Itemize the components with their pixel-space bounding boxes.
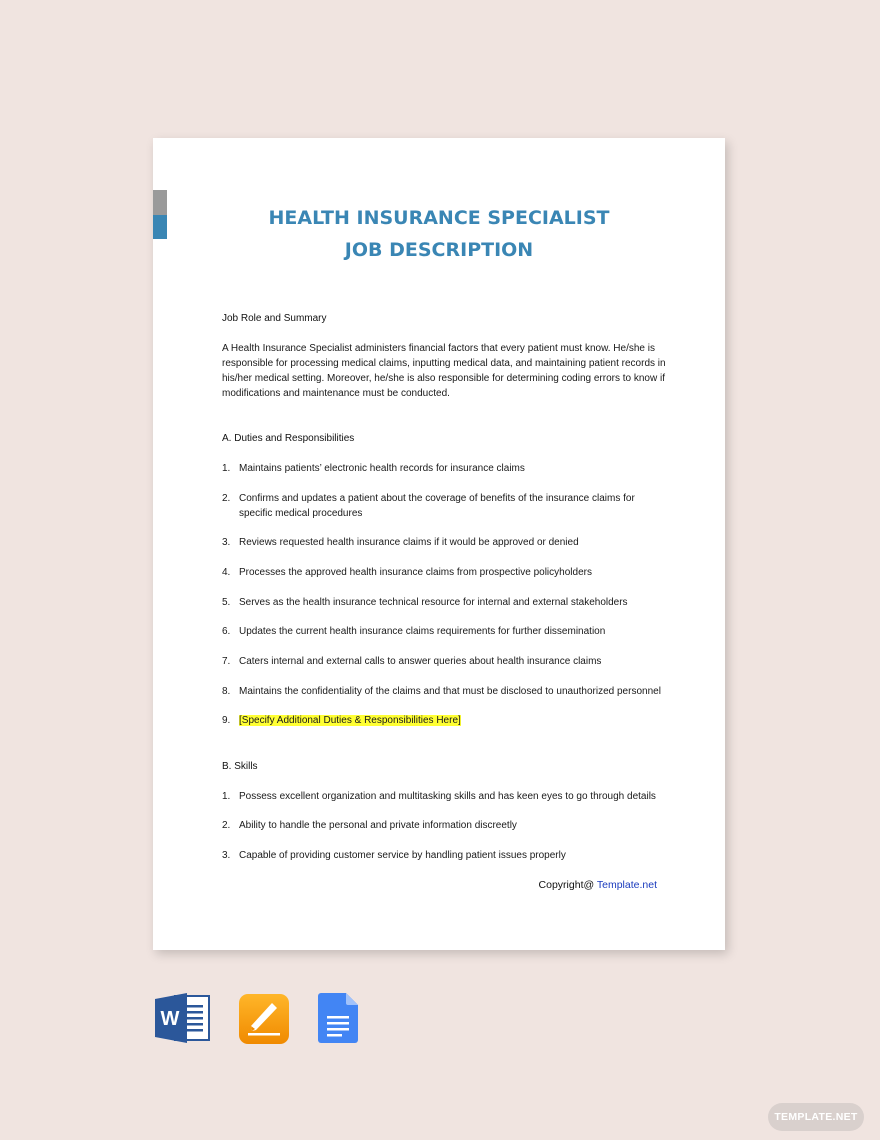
list-item — [222, 535, 662, 550]
list-item — [222, 595, 662, 610]
skills-heading: B. Skills — [222, 761, 258, 772]
list-item — [222, 491, 662, 521]
item-number: 5. — [222, 597, 231, 608]
copyright-notice — [523, 879, 657, 891]
item-number: 1. — [222, 463, 231, 474]
list-item — [222, 818, 662, 833]
summary-heading: Job Role and Summary — [222, 313, 327, 324]
item-text: Serves as the health insurance technical resource for internal and external stakeholders — [239, 597, 628, 608]
item-number: 2. — [222, 493, 231, 504]
title-line-1: HEALTH INSURANCE SPECIALIST — [268, 207, 610, 229]
item-text: Capable of providing customer service by handling patient issues properly — [239, 850, 566, 861]
item-text: Ability to handle the personal and private information discreetly — [239, 820, 517, 831]
item-text: Maintains the confidentiality of the claims and that must be disclosed to unauthorized personnel — [239, 686, 661, 697]
title-line-2: JOB DESCRIPTION — [344, 239, 534, 261]
item-text: Confirms and updates a patient about the coverage of benefits of the insurance claims for specific medical procedures — [239, 493, 635, 519]
highlighted-placeholder-text: [Specify Additional Duties & Responsibilities Here] — [239, 715, 461, 726]
item-number: 1. — [222, 791, 231, 802]
item-number: 7. — [222, 656, 231, 667]
list-item — [222, 565, 662, 580]
item-text: Possess excellent organization and multitasking skills and has keen eyes to go through details — [239, 791, 656, 802]
item-number: 8. — [222, 686, 231, 697]
item-text: Maintains patients’ electronic health records for insurance claims — [239, 463, 525, 474]
list-item — [222, 654, 662, 669]
list-item — [222, 461, 662, 476]
google-docs-icon[interactable] — [318, 993, 358, 1048]
item-text: Caters internal and external calls to answer queries about health insurance claims — [239, 656, 602, 667]
word-icon[interactable] — [155, 993, 211, 1048]
document-page — [153, 138, 725, 950]
word-letter: W — [160, 1008, 180, 1030]
item-text: Processes the approved health insurance claims from prospective policyholders — [239, 567, 592, 578]
list-item-placeholder — [222, 713, 662, 728]
template-net-badge[interactable]: TEMPLATE.NET — [768, 1103, 864, 1131]
item-text: Reviews requested health insurance claims if it would be approved or denied — [239, 537, 579, 548]
summary-paragraph: A Health Insurance Specialist administers financial factors that every patient must know. He/she is responsible for processing medical claims, inputting medical data, and maintaining patient records in his/her medical setting. Moreover, he/she is also responsible for determining coding errors to know if modifications and maintenance must be conducted. — [222, 343, 666, 399]
document-title — [153, 202, 725, 266]
duties-heading: A. Duties and Responsibilities — [222, 433, 355, 444]
list-item — [222, 684, 682, 699]
copyright-prefix: Copyright@ — [538, 879, 597, 891]
item-number: 9. — [222, 715, 231, 726]
copyright-link[interactable]: Template.net — [596, 879, 657, 891]
list-item — [222, 789, 662, 804]
item-text: Updates the current health insurance claims requirements for further dissemination — [239, 626, 606, 637]
item-number: 6. — [222, 626, 231, 637]
item-number: 3. — [222, 850, 231, 861]
list-item — [222, 624, 662, 639]
pages-icon[interactable] — [238, 993, 290, 1050]
list-item — [222, 848, 662, 863]
item-number: 4. — [222, 567, 231, 578]
item-number: 2. — [222, 820, 231, 831]
item-number: 3. — [222, 537, 231, 548]
